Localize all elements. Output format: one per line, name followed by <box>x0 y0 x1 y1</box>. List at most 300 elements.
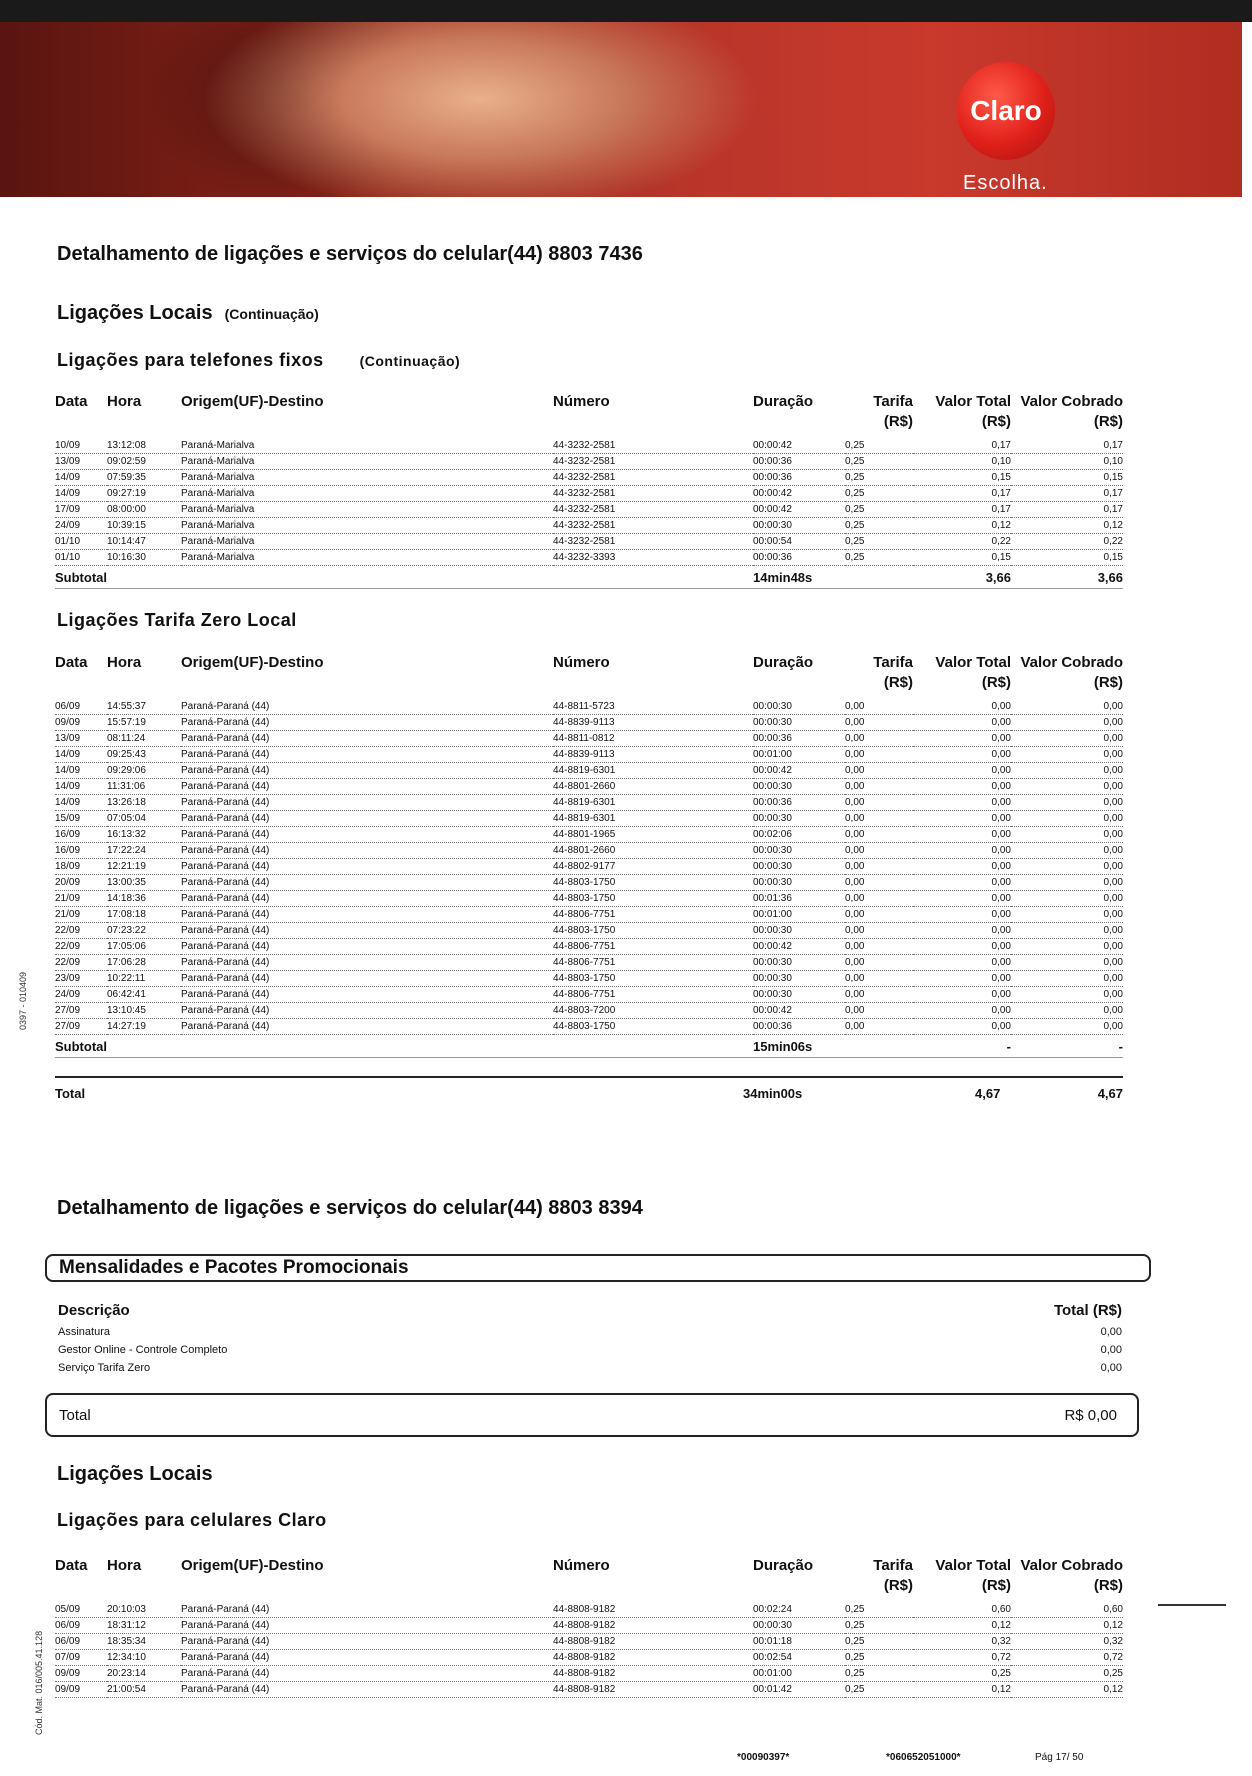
cell-number: 44-8803-1750 <box>553 971 753 987</box>
table-row <box>55 1650 1123 1666</box>
item-label: Assinatura <box>58 1326 110 1338</box>
col-header-date: Data <box>55 393 88 410</box>
cell-duration: 00:00:30 <box>753 1618 845 1634</box>
cell-date: 06/09 <box>55 1618 107 1634</box>
cell-number: 44-8801-2660 <box>553 843 753 859</box>
list-item <box>58 1326 1122 1344</box>
cell-total: 0,00 <box>913 763 1011 779</box>
table3-title: Ligações para celulares Claro <box>57 1510 327 1530</box>
cell-duration: 00:00:42 <box>753 438 845 454</box>
table-row <box>55 699 1123 715</box>
cell-charged: 0,00 <box>1011 731 1123 747</box>
cell-origin: Paraná-Paraná (44) <box>181 827 553 843</box>
cell-rate: 0,00 <box>845 731 913 747</box>
cell-time: 11:31:06 <box>107 779 181 795</box>
cell-date: 18/09 <box>55 859 107 875</box>
cell-origin: Paraná-Paraná (44) <box>181 939 553 955</box>
cell-charged: 0,00 <box>1011 699 1123 715</box>
cell-date: 09/09 <box>55 1682 107 1698</box>
cell-date: 05/09 <box>55 1602 107 1618</box>
subtotal-origin <box>181 1035 553 1058</box>
cell-rate: 0,00 <box>845 843 913 859</box>
cell-charged: 0,00 <box>1011 987 1123 1003</box>
subtotal-date: Subtotal <box>55 566 107 589</box>
col-header-time: Hora <box>107 393 142 410</box>
cell-number: 44-8806-7751 <box>553 939 753 955</box>
cell-total: 0,17 <box>913 438 1011 454</box>
cell-rate: 0,00 <box>845 907 913 923</box>
cell-time: 18:31:12 <box>107 1618 181 1634</box>
cell-charged: 0,00 <box>1011 939 1123 955</box>
cell-date: 13/09 <box>55 731 107 747</box>
table-row <box>55 811 1123 827</box>
cell-number: 44-8808-9182 <box>553 1634 753 1650</box>
cell-origin: Paraná-Marialva <box>181 454 553 470</box>
subtotal-number <box>553 566 753 589</box>
calls-table-fixed <box>55 392 1123 589</box>
col-header-time: Hora <box>107 1557 142 1574</box>
header-banner <box>0 22 1242 197</box>
cell-charged: 0,10 <box>1011 454 1123 470</box>
subtotal-rate <box>845 1035 913 1058</box>
calls-table-zero <box>55 653 1123 1058</box>
table-header-row <box>55 1556 1123 1602</box>
cell-date: 27/09 <box>55 1003 107 1019</box>
cell-number: 44-8808-9182 <box>553 1650 753 1666</box>
cell-time: 13:12:08 <box>107 438 181 454</box>
cell-rate: 0,00 <box>845 715 913 731</box>
col-header-rate: Tarifa (R$) <box>873 1557 913 1594</box>
subtotal-duration: 14min48s <box>753 566 845 589</box>
table-row <box>55 550 1123 566</box>
cell-total: 0,00 <box>913 907 1011 923</box>
cell-duration: 00:00:42 <box>753 763 845 779</box>
cell-duration: 00:00:42 <box>753 939 845 955</box>
subtotal-number <box>553 1035 753 1058</box>
cell-date: 22/09 <box>55 955 107 971</box>
cell-date: 14/09 <box>55 470 107 486</box>
table-row <box>55 518 1123 534</box>
cell-time: 10:14:47 <box>107 534 181 550</box>
mensalidades-list <box>58 1302 1122 1380</box>
cell-origin: Paraná-Paraná (44) <box>181 859 553 875</box>
cell-time: 10:39:15 <box>107 518 181 534</box>
cell-origin: Paraná-Paraná (44) <box>181 843 553 859</box>
table-header-row <box>55 653 1123 699</box>
cell-duration: 00:02:54 <box>753 1650 845 1666</box>
cell-rate: 0,00 <box>845 891 913 907</box>
side-code-top: 0397 - 010409 <box>18 971 28 1030</box>
table-row <box>55 470 1123 486</box>
cell-total: 0,00 <box>913 987 1011 1003</box>
cell-time: 13:10:45 <box>107 1003 181 1019</box>
cell-total: 0,12 <box>913 1682 1011 1698</box>
cell-total: 0,32 <box>913 1634 1011 1650</box>
cell-time: 09:25:43 <box>107 747 181 763</box>
col-header-charged: Valor Cobrado (R$) <box>1020 1557 1123 1594</box>
cell-charged: 0,00 <box>1011 779 1123 795</box>
subtotal-row <box>55 566 1123 589</box>
table-row <box>55 1602 1123 1618</box>
cell-origin: Paraná-Paraná (44) <box>181 1634 553 1650</box>
cell-charged: 0,00 <box>1011 923 1123 939</box>
cell-date: 14/09 <box>55 763 107 779</box>
cell-date: 01/10 <box>55 550 107 566</box>
total-header: Total (R$) <box>1053 1302 1122 1319</box>
cell-time: 09:27:19 <box>107 486 181 502</box>
cell-duration: 00:01:36 <box>753 891 845 907</box>
cell-origin: Paraná-Paraná (44) <box>181 795 553 811</box>
cell-duration: 00:00:30 <box>753 843 845 859</box>
section1-group-title <box>57 302 319 325</box>
mensalidades-total-box <box>45 1393 1139 1437</box>
cell-date: 13/09 <box>55 454 107 470</box>
col-header-total: Valor Total (R$) <box>935 393 1011 430</box>
cell-total: 0,00 <box>913 827 1011 843</box>
cell-rate: 0,00 <box>845 763 913 779</box>
table-row <box>55 534 1123 550</box>
cell-total: 0,60 <box>913 1602 1011 1618</box>
cell-charged: 0,00 <box>1011 747 1123 763</box>
cell-origin: Paraná-Paraná (44) <box>181 715 553 731</box>
cell-charged: 0,17 <box>1011 486 1123 502</box>
cell-charged: 0,00 <box>1011 955 1123 971</box>
cell-charged: 0,00 <box>1011 827 1123 843</box>
cell-duration: 00:00:36 <box>753 795 845 811</box>
cell-number: 44-8803-1750 <box>553 875 753 891</box>
cell-total: 0,00 <box>913 731 1011 747</box>
cell-number: 44-8803-1750 <box>553 891 753 907</box>
total-value: 4,67 <box>975 1086 1001 1101</box>
table-row <box>55 438 1123 454</box>
cell-time: 20:10:03 <box>107 1602 181 1618</box>
claro-logo <box>957 62 1055 160</box>
cell-rate: 0,00 <box>845 699 913 715</box>
cell-origin: Paraná-Marialva <box>181 438 553 454</box>
cell-number: 44-3232-2581 <box>553 518 753 534</box>
cell-duration: 00:00:30 <box>753 987 845 1003</box>
cell-origin: Paraná-Paraná (44) <box>181 907 553 923</box>
cell-date: 07/09 <box>55 1650 107 1666</box>
cell-date: 06/09 <box>55 699 107 715</box>
cell-origin: Paraná-Paraná (44) <box>181 1019 553 1035</box>
cell-number: 44-8801-2660 <box>553 779 753 795</box>
cell-origin: Paraná-Paraná (44) <box>181 699 553 715</box>
cell-charged: 0,32 <box>1011 1634 1123 1650</box>
item-value: 0,00 <box>1100 1326 1122 1338</box>
cell-charged: 0,00 <box>1011 891 1123 907</box>
cell-time: 17:08:18 <box>107 907 181 923</box>
table-row <box>55 891 1123 907</box>
table-row <box>55 1019 1123 1035</box>
cell-duration: 00:01:00 <box>753 907 845 923</box>
item-value: 0,00 <box>1100 1344 1122 1356</box>
cell-date: 14/09 <box>55 779 107 795</box>
cell-total: 0,00 <box>913 1019 1011 1035</box>
cell-rate: 0,00 <box>845 795 913 811</box>
col-header-date: Data <box>55 654 88 671</box>
calls-table-claro <box>55 1556 1123 1698</box>
cell-total: 0,00 <box>913 811 1011 827</box>
cell-charged: 0,17 <box>1011 502 1123 518</box>
cell-total: 0,17 <box>913 502 1011 518</box>
subtotal-charged: - <box>1011 1035 1123 1058</box>
cell-number: 44-3232-2581 <box>553 438 753 454</box>
cell-charged: 0,00 <box>1011 763 1123 779</box>
cell-number: 44-8801-1965 <box>553 827 753 843</box>
cell-time: 09:02:59 <box>107 454 181 470</box>
cell-origin: Paraná-Marialva <box>181 470 553 486</box>
cell-charged: 0,60 <box>1011 1602 1123 1618</box>
cell-total: 0,00 <box>913 939 1011 955</box>
cell-date: 09/09 <box>55 1666 107 1682</box>
cell-time: 06:42:41 <box>107 987 181 1003</box>
scan-top-edge <box>0 0 1252 22</box>
cell-origin: Paraná-Paraná (44) <box>181 955 553 971</box>
section2-title: Detalhamento de ligações e serviços do celular(44) 8803 8394 <box>57 1197 643 1219</box>
cell-number: 44-8808-9182 <box>553 1682 753 1698</box>
table-row <box>55 859 1123 875</box>
footer-code-2: *060652051000* <box>886 1752 961 1763</box>
table1-title-text: Ligações para telefones fixos <box>57 350 324 370</box>
cell-origin: Paraná-Paraná (44) <box>181 1602 553 1618</box>
table-row <box>55 795 1123 811</box>
cell-duration: 00:00:30 <box>753 955 845 971</box>
item-label: Gestor Online - Controle Completo <box>58 1344 228 1356</box>
group-title-text: Ligações Locais <box>57 302 213 324</box>
cell-charged: 0,12 <box>1011 1682 1123 1698</box>
cell-charged: 0,00 <box>1011 1019 1123 1035</box>
mensalidades-total-label: Total <box>59 1407 91 1424</box>
col-header-total: Valor Total (R$) <box>935 654 1011 691</box>
table-row <box>55 731 1123 747</box>
cell-duration: 00:00:30 <box>753 715 845 731</box>
cell-origin: Paraná-Paraná (44) <box>181 747 553 763</box>
mensalidades-total-value: R$ 0,00 <box>1064 1407 1117 1424</box>
cell-origin: Paraná-Paraná (44) <box>181 971 553 987</box>
cell-rate: 0,00 <box>845 923 913 939</box>
cell-total: 0,12 <box>913 518 1011 534</box>
cell-rate: 0,00 <box>845 939 913 955</box>
cell-origin: Paraná-Marialva <box>181 486 553 502</box>
cell-number: 44-8808-9182 <box>553 1618 753 1634</box>
cell-date: 20/09 <box>55 875 107 891</box>
cell-origin: Paraná-Paraná (44) <box>181 1666 553 1682</box>
table-row <box>55 747 1123 763</box>
table-row <box>55 955 1123 971</box>
col-header-charged: Valor Cobrado (R$) <box>1020 393 1123 430</box>
cell-rate: 0,25 <box>845 470 913 486</box>
cell-origin: Paraná-Paraná (44) <box>181 811 553 827</box>
cell-date: 16/09 <box>55 843 107 859</box>
cell-origin: Paraná-Paraná (44) <box>181 763 553 779</box>
col-header-charged: Valor Cobrado (R$) <box>1020 654 1123 691</box>
cell-origin: Paraná-Marialva <box>181 534 553 550</box>
cell-date: 14/09 <box>55 486 107 502</box>
cell-rate: 0,25 <box>845 550 913 566</box>
footer-code-1: *00090397* <box>737 1752 790 1763</box>
cell-number: 44-8803-1750 <box>553 1019 753 1035</box>
cell-rate: 0,00 <box>845 875 913 891</box>
col-header-duration: Duração <box>753 393 814 410</box>
cell-rate: 0,25 <box>845 438 913 454</box>
cell-total: 0,10 <box>913 454 1011 470</box>
table-row <box>55 763 1123 779</box>
cell-rate: 0,00 <box>845 971 913 987</box>
cell-time: 12:34:10 <box>107 1650 181 1666</box>
cell-total: 0,00 <box>913 699 1011 715</box>
cell-number: 44-8839-9113 <box>553 715 753 731</box>
cell-time: 10:16:30 <box>107 550 181 566</box>
col-header-duration: Duração <box>753 654 814 671</box>
cell-number: 44-8808-9182 <box>553 1602 753 1618</box>
cell-number: 44-8839-9113 <box>553 747 753 763</box>
cell-duration: 00:00:36 <box>753 1019 845 1035</box>
subtotal-rate <box>845 566 913 589</box>
cell-origin: Paraná-Paraná (44) <box>181 1650 553 1666</box>
col-header-rate: Tarifa (R$) <box>873 654 913 691</box>
cell-rate: 0,00 <box>845 955 913 971</box>
table-row <box>55 939 1123 955</box>
subtotal-total: 3,66 <box>913 566 1011 589</box>
cell-duration: 00:00:30 <box>753 859 845 875</box>
cell-charged: 0,17 <box>1011 438 1123 454</box>
cell-number: 44-8819-6301 <box>553 763 753 779</box>
cell-charged: 0,00 <box>1011 907 1123 923</box>
cell-date: 24/09 <box>55 987 107 1003</box>
table-row <box>55 971 1123 987</box>
col-header-origin: Origem(UF)-Destino <box>181 654 324 671</box>
cell-date: 24/09 <box>55 518 107 534</box>
section1-total <box>55 1076 1123 1101</box>
cell-origin: Paraná-Paraná (44) <box>181 731 553 747</box>
table2-title: Ligações Tarifa Zero Local <box>57 610 297 630</box>
cell-rate: 0,25 <box>845 502 913 518</box>
mensalidades-header-box: Mensalidades e Pacotes Promocionais <box>45 1254 1151 1282</box>
cell-time: 13:26:18 <box>107 795 181 811</box>
cell-charged: 0,22 <box>1011 534 1123 550</box>
list-item <box>58 1344 1122 1362</box>
cell-total: 0,00 <box>913 859 1011 875</box>
slogan: Escolha. <box>963 172 1048 194</box>
section1-title: Detalhamento de ligações e serviços do celular(44) 8803 7436 <box>57 243 643 265</box>
cell-number: 44-8806-7751 <box>553 987 753 1003</box>
cell-time: 20:23:14 <box>107 1666 181 1682</box>
subtotal-duration: 15min06s <box>753 1035 845 1058</box>
cell-rate: 0,25 <box>845 518 913 534</box>
col-header-total: Valor Total (R$) <box>935 1557 1011 1594</box>
cell-origin: Paraná-Paraná (44) <box>181 891 553 907</box>
cell-number: 44-8819-6301 <box>553 795 753 811</box>
cell-charged: 0,00 <box>1011 811 1123 827</box>
cell-date: 14/09 <box>55 795 107 811</box>
cell-total: 0,00 <box>913 1003 1011 1019</box>
cell-rate: 0,25 <box>845 454 913 470</box>
cell-duration: 00:00:36 <box>753 454 845 470</box>
cell-number: 44-3232-2581 <box>553 534 753 550</box>
cell-origin: Paraná-Paraná (44) <box>181 1682 553 1698</box>
cell-time: 12:21:19 <box>107 859 181 875</box>
cell-charged: 0,15 <box>1011 550 1123 566</box>
cell-duration: 00:00:30 <box>753 811 845 827</box>
cell-charged: 0,25 <box>1011 1666 1123 1682</box>
cell-time: 17:05:06 <box>107 939 181 955</box>
cell-origin: Paraná-Paraná (44) <box>181 1003 553 1019</box>
cell-total: 0,00 <box>913 971 1011 987</box>
cell-duration: 00:00:30 <box>753 923 845 939</box>
col-header-origin: Origem(UF)-Destino <box>181 393 324 410</box>
table-row <box>55 779 1123 795</box>
cell-rate: 0,25 <box>845 1602 913 1618</box>
cell-rate: 0,00 <box>845 987 913 1003</box>
table-row <box>55 1682 1123 1698</box>
table1-note: (Continuação) <box>359 353 461 369</box>
cell-date: 22/09 <box>55 923 107 939</box>
cell-rate: 0,25 <box>845 534 913 550</box>
col-header-time: Hora <box>107 654 142 671</box>
cell-rate: 0,00 <box>845 747 913 763</box>
cell-rate: 0,25 <box>845 1666 913 1682</box>
item-label: Serviço Tarifa Zero <box>58 1362 151 1374</box>
desc-header-row <box>58 1302 1122 1326</box>
cell-total: 0,00 <box>913 747 1011 763</box>
margin-mark <box>1158 1604 1226 1606</box>
col-header-number: Número <box>553 654 610 671</box>
cell-number: 44-8802-9177 <box>553 859 753 875</box>
cell-origin: Paraná-Marialva <box>181 502 553 518</box>
cell-number: 44-3232-2581 <box>553 502 753 518</box>
cell-rate: 0,25 <box>845 1682 913 1698</box>
cell-total: 0,00 <box>913 795 1011 811</box>
cell-total: 0,25 <box>913 1666 1011 1682</box>
subtotal-date: Subtotal <box>55 1035 107 1058</box>
cell-date: 22/09 <box>55 939 107 955</box>
cell-charged: 0,00 <box>1011 715 1123 731</box>
cell-origin: Paraná-Paraná (44) <box>181 987 553 1003</box>
cell-total: 0,17 <box>913 486 1011 502</box>
cell-charged: 0,15 <box>1011 470 1123 486</box>
cell-date: 17/09 <box>55 502 107 518</box>
col-header-date: Data <box>55 1557 88 1574</box>
table-row <box>55 987 1123 1003</box>
cell-time: 17:22:24 <box>107 843 181 859</box>
cell-time: 09:29:06 <box>107 763 181 779</box>
cell-total: 0,00 <box>913 923 1011 939</box>
cell-time: 14:18:36 <box>107 891 181 907</box>
subtotal-time <box>107 566 181 589</box>
subtotal-origin <box>181 566 553 589</box>
cell-date: 27/09 <box>55 1019 107 1035</box>
cell-date: 01/10 <box>55 534 107 550</box>
side-code-bottom: Cód. Mat. 016/005.41.128 <box>34 1630 44 1735</box>
table-row <box>55 843 1123 859</box>
group-note: (Continuação) <box>224 306 319 322</box>
cell-charged: 0,00 <box>1011 843 1123 859</box>
cell-date: 21/09 <box>55 907 107 923</box>
cell-origin: Paraná-Marialva <box>181 550 553 566</box>
item-value: 0,00 <box>1100 1362 1122 1374</box>
cell-charged: 0,00 <box>1011 859 1123 875</box>
cell-number: 44-8803-7200 <box>553 1003 753 1019</box>
cell-duration: 00:00:30 <box>753 699 845 715</box>
cell-charged: 0,00 <box>1011 875 1123 891</box>
cell-rate: 0,00 <box>845 779 913 795</box>
cell-date: 23/09 <box>55 971 107 987</box>
cell-total: 0,72 <box>913 1650 1011 1666</box>
table-row <box>55 1666 1123 1682</box>
cell-time: 14:27:19 <box>107 1019 181 1035</box>
cell-origin: Paraná-Paraná (44) <box>181 875 553 891</box>
